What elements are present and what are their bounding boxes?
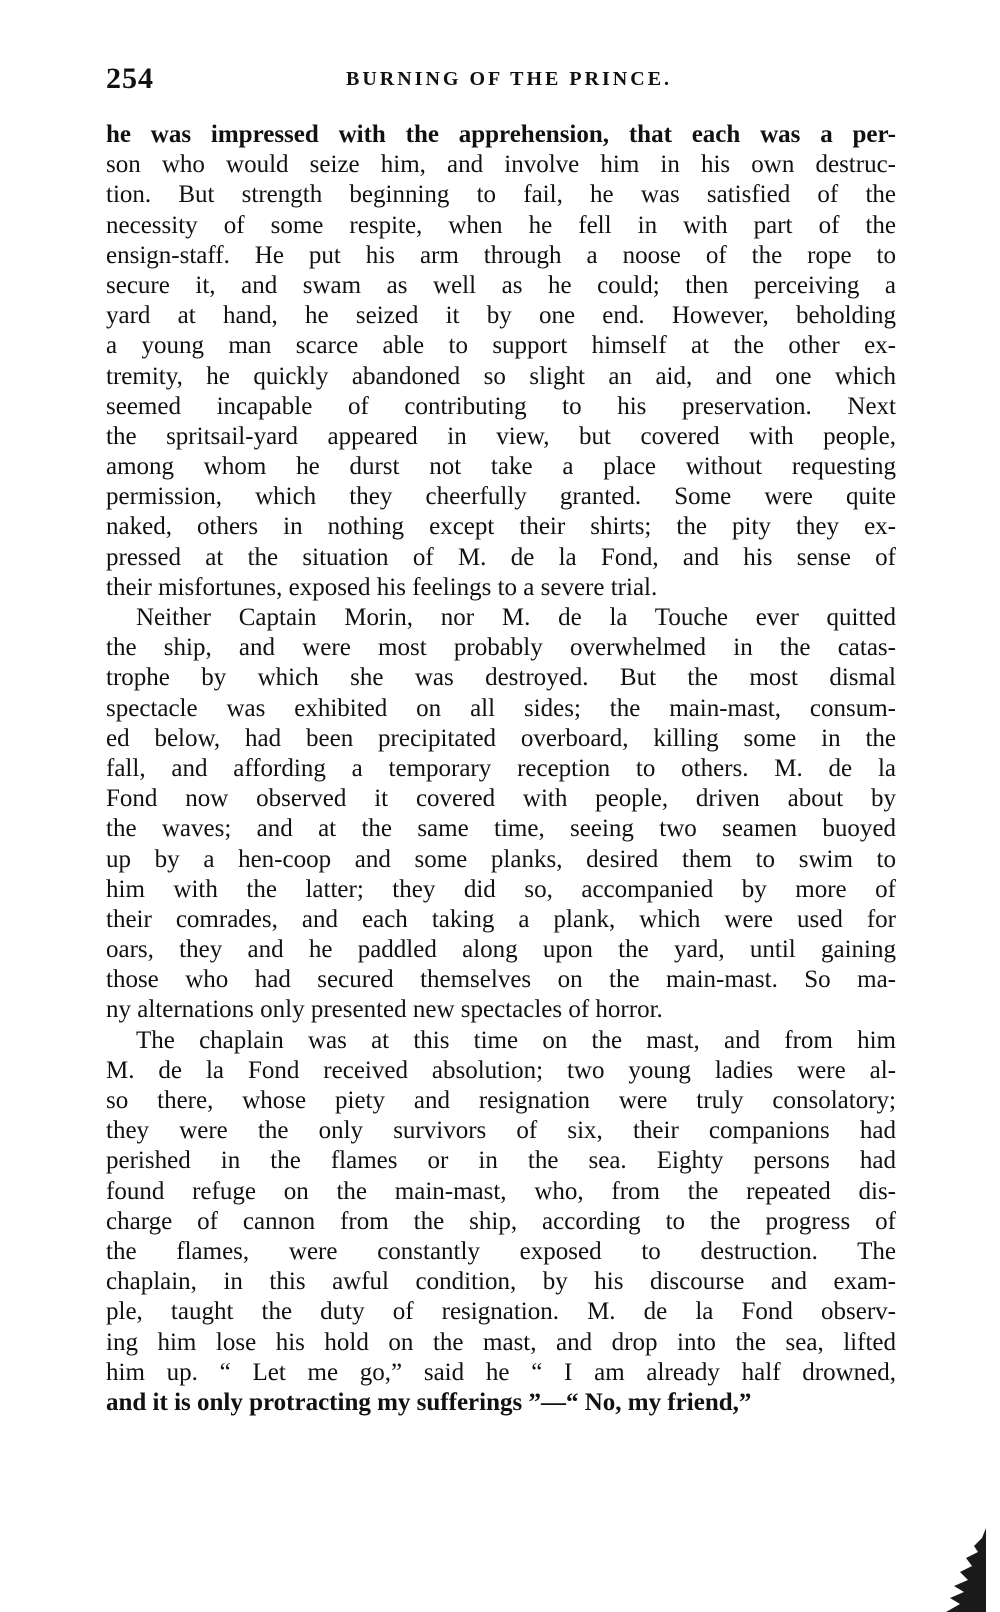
text-line: perished in the flames or in the sea. Eighty persons had (106, 1147, 896, 1175)
text-line: the spritsail-yard appeared in view, but covered with people, (106, 422, 896, 450)
text-line: ensign-staff. He put his arm through a noose of the rope to (106, 241, 896, 269)
text-line: those who had secured themselves on the main-mast. So ma- (106, 966, 896, 994)
page-number: 254 (106, 62, 154, 95)
text-line: M. de la Fond received absolution; two young ladies were al- (106, 1056, 896, 1084)
text-line: seemed incapable of contributing to his preservation. Next (106, 392, 896, 420)
text-line: yard at hand, he seized it by one end. However, beholding (106, 302, 896, 330)
text-line: the ship, and were most probably overwhelmed in the catas- (106, 634, 896, 662)
text-line: son who would seize him, and involve him in his own destruc- (106, 151, 896, 179)
text-line: tremity, he quickly abandoned so slight an aid, and one which (106, 362, 896, 390)
page-header (106, 62, 896, 102)
text-line: Neither Captain Morin, nor M. de la Touche ever quitted (136, 604, 896, 631)
text-line: they were the only survivors of six, their companions had (106, 1117, 896, 1145)
text-line: among whom he durst not take a place without requesting (106, 453, 896, 481)
text-line: found refuge on the main-mast, who, from the repeated dis- (106, 1177, 896, 1205)
text-line: necessity of some respite, when he fell in with part of the (106, 211, 896, 239)
text-line: him with the latter; they did so, accompanied by more of (106, 875, 896, 903)
text-line: Fond now observed it covered with people, driven about by (106, 785, 896, 813)
text-line: ed below, had been precipitated overboard, killing some in the (106, 724, 896, 752)
text-line: he was impressed with the apprehension, that each was a per- (106, 121, 896, 148)
text-line: oars, they and he paddled along upon the yard, until gaining (106, 936, 896, 964)
text-line: chaplain, in this awful condition, by his discourse and exam- (106, 1268, 896, 1296)
text-line: The chaplain was at this time on the mast, and from him (136, 1026, 896, 1054)
text-line: ny alternations only presented new spectacles of horror. (106, 996, 663, 1024)
text-line: fall, and affording a temporary reception to others. M. de la (106, 754, 896, 782)
running-head: BURNING OF THE PRINCE. (346, 68, 673, 90)
text-line: him up. “ Let me go,” said he “ I am already half drowned, (106, 1358, 896, 1386)
text-line: trophe by which she was destroyed. But the most dismal (106, 664, 896, 692)
text-line: permission, which they cheerfully granted. Some were quite (106, 483, 896, 511)
text-line: pressed at the situation of M. de la Fond, and his sense of (106, 543, 896, 571)
text-line: the waves; and at the same time, seeing two seamen buoyed (106, 815, 896, 843)
text-line: so there, whose piety and resignation were truly consolatory; (106, 1087, 896, 1114)
text-line: up by a hen-coop and some planks, desired them to swim to (106, 845, 896, 873)
text-line: and it is only protracting my sufferings ”—“ No, my friend,” (106, 1388, 752, 1416)
text-line: secure it, and swam as well as he could; then perceiving a (106, 271, 896, 299)
text-line: ple, taught the duty of resignation. M. de la Fond observ- (106, 1298, 896, 1326)
text-line: charge of cannon from the ship, according to the progress of (106, 1207, 896, 1235)
text-line: tion. But strength beginning to fail, he was satisfied of the (106, 181, 896, 209)
text-line: naked, others in nothing except their shirts; the pity they ex- (106, 513, 896, 541)
text-line: their comrades, and each taking a plank, which were used for (106, 905, 896, 933)
text-line: the flames, were constantly exposed to destruction. The (106, 1237, 896, 1265)
scan-artifact-icon (926, 1528, 986, 1612)
text-line: a young man scarce able to support himself at the other ex- (106, 332, 896, 360)
body-text (106, 120, 896, 1418)
text-line: ing him lose his hold on the mast, and drop into the sea, lifted (106, 1328, 896, 1356)
text-line: their misfortunes, exposed his feelings to a severe trial. (106, 573, 658, 601)
text-line: spectacle was exhibited on all sides; the main-mast, consum- (106, 694, 896, 722)
